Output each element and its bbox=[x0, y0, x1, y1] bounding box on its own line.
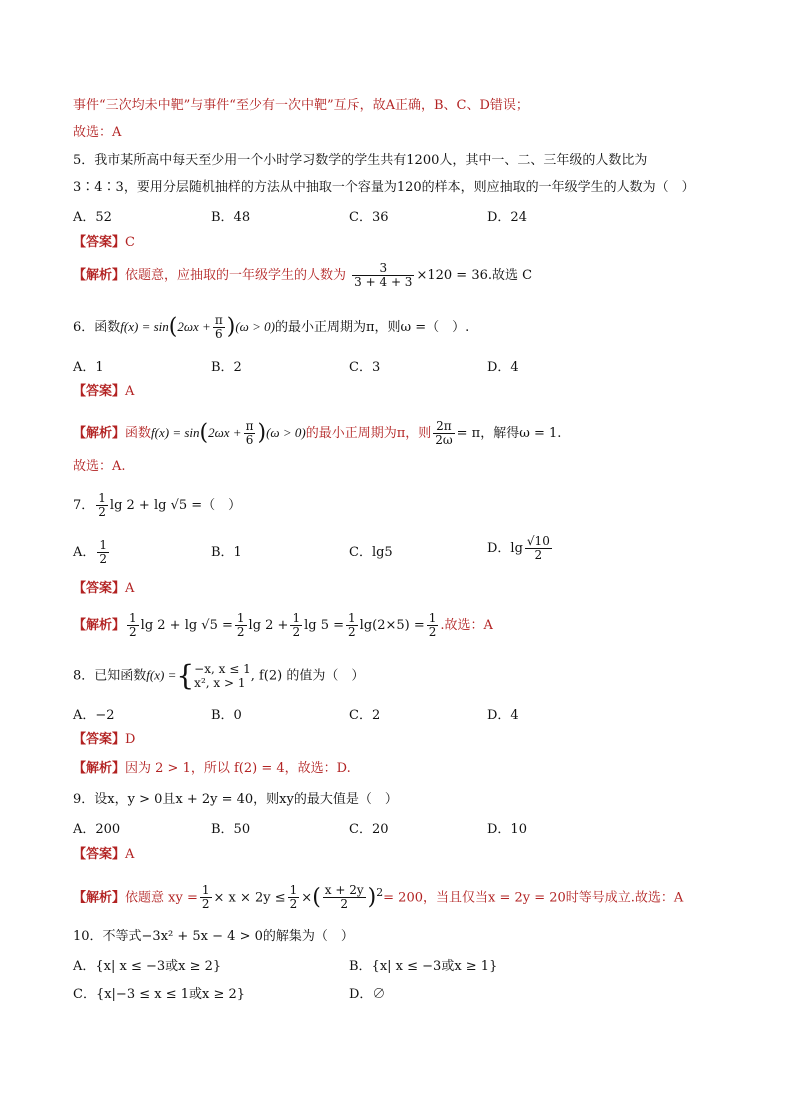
q7-option-d-num: √10 bbox=[526, 534, 550, 548]
q7-option-a-frac bbox=[97, 539, 109, 566]
q5-fraction bbox=[352, 262, 414, 289]
q6-option-d: D．4 bbox=[487, 360, 519, 375]
q7-option-a-den: 2 bbox=[99, 552, 108, 566]
q7-option-b: B．1 bbox=[211, 545, 242, 560]
q7-a-half-3 bbox=[290, 612, 302, 639]
q8-option-a: A．−2 bbox=[73, 708, 115, 723]
q8-cases bbox=[194, 662, 251, 690]
q5-analysis bbox=[73, 262, 532, 289]
paren-open: ( bbox=[199, 420, 209, 446]
analysis-tag: 【解析】 bbox=[73, 618, 126, 633]
q7-a-s5: .故选：A bbox=[440, 618, 493, 633]
q7-a-h5n: 1 bbox=[428, 611, 437, 625]
q9-option-a: A．200 bbox=[73, 822, 121, 837]
paren-open: ( bbox=[168, 314, 178, 340]
q7-a-h4d: 2 bbox=[348, 625, 356, 639]
q7-a-h1n: 1 bbox=[129, 611, 137, 625]
q6-option-a: A．1 bbox=[73, 360, 104, 375]
answer-tag: 【答案】 bbox=[73, 581, 126, 596]
q5-option-b: B．48 bbox=[211, 210, 251, 225]
q6-a-post: = π，解得ω = 1. bbox=[456, 426, 562, 441]
q9-option-d: D．10 bbox=[487, 822, 527, 837]
q7-option-d bbox=[487, 535, 554, 562]
answer-tag: 【答案】 bbox=[73, 235, 126, 250]
q7-option-c: C．lg5 bbox=[349, 545, 393, 560]
q10-stem: 10．不等式−3x² + 5x − 4 > 0的解集为（ ） bbox=[73, 929, 354, 944]
paren-close: ) bbox=[226, 314, 236, 340]
answer-tag: 【答案】 bbox=[73, 384, 126, 399]
q7-a-half-2 bbox=[235, 612, 247, 639]
q9-analysis bbox=[73, 884, 683, 911]
q8-case1: −x, x ≤ 1 bbox=[194, 662, 251, 676]
q7-a-h3d: 2 bbox=[292, 625, 301, 639]
q8-answer bbox=[73, 731, 135, 749]
q7-a-h3n: 1 bbox=[292, 611, 301, 625]
q6-cond: (ω > 0) bbox=[235, 319, 275, 334]
q10-option-a: A．{x| x ≤ −3或x ≥ 2} bbox=[73, 959, 222, 974]
q6-stem bbox=[73, 314, 469, 341]
analysis-tag: 【解析】 bbox=[73, 426, 126, 441]
q9-fn: x + 2y bbox=[324, 883, 364, 898]
q5-frac-den: 3 + 4 + 3 bbox=[354, 275, 413, 289]
analysis-tag: 【解析】 bbox=[73, 761, 126, 776]
q8-suffix: , f(2) 的值为（ ） bbox=[250, 668, 365, 684]
q9-a1: 依题意 xy = bbox=[125, 890, 198, 906]
q5-option-c: C．36 bbox=[349, 210, 389, 225]
q7-option-d-den: 2 bbox=[534, 548, 543, 562]
q8-option-d: D．4 bbox=[487, 708, 519, 723]
answer-value: A bbox=[125, 384, 135, 399]
q5-option-a: A．52 bbox=[73, 210, 112, 225]
q7-a-s1: lg 2 + lg √5 = bbox=[140, 618, 233, 633]
q6-inner: 2ωx + bbox=[177, 319, 211, 334]
q5-stem-line2: 3∶4∶3，要用分层随机抽样的方法从中抽取一个容量为120的样本，则应抽取的一年级学生的人数为（ ） bbox=[73, 180, 695, 195]
q10-option-b: B．{x| x ≤ −3或x ≥ 1} bbox=[349, 959, 498, 974]
brace-icon: { bbox=[176, 659, 195, 692]
q6-pi-over-6 bbox=[213, 314, 225, 341]
q8-option-c: C．2 bbox=[349, 708, 381, 723]
prev-choose-line: 故选：A bbox=[73, 125, 122, 140]
q8-prefix: 8．已知函数 bbox=[73, 668, 147, 684]
q6-a-func: f(x) = sin bbox=[151, 425, 200, 440]
answer-tag: 【答案】 bbox=[73, 732, 126, 747]
q9-h1d: 2 bbox=[201, 897, 210, 912]
q6-a-period-frac bbox=[433, 420, 454, 447]
q6-a-two-pi: 2π bbox=[433, 420, 454, 434]
q8-stem bbox=[73, 659, 365, 692]
answer-value: A bbox=[125, 847, 135, 862]
prev-analysis-line: 事件“三次均未中靶”与事件“至少有一次中靶”互斥，故A正确，B、C、D错误； bbox=[73, 98, 529, 113]
q7-answer bbox=[73, 580, 134, 598]
q7-a-h2n: 1 bbox=[236, 611, 245, 625]
q9-mean-frac bbox=[323, 884, 366, 911]
q7-a-s3: lg 5 = bbox=[304, 618, 345, 633]
q7-analysis bbox=[73, 612, 493, 639]
analysis-tag: 【解析】 bbox=[73, 890, 126, 906]
q6-option-b: B．2 bbox=[211, 360, 242, 375]
q7-option-a-label: A． bbox=[73, 545, 96, 560]
q7-a-h1d: 2 bbox=[129, 625, 137, 639]
answer-value: A bbox=[125, 581, 135, 596]
q7-a-h5d: 2 bbox=[428, 625, 437, 639]
q6-option-c: C．3 bbox=[349, 360, 381, 375]
q7-a-half-1 bbox=[127, 612, 139, 639]
paren-open: ( bbox=[312, 884, 321, 910]
q5-analysis-text: 依题意，应抽取的一年级学生的人数为 bbox=[125, 268, 347, 283]
q8-analysis bbox=[73, 760, 351, 778]
q7-half-num: 1 bbox=[98, 491, 106, 505]
q7-half bbox=[96, 492, 108, 519]
q9-a3: × bbox=[301, 890, 313, 906]
q7-a-s4: lg(2×5) = bbox=[359, 618, 425, 633]
q7-expr: lg 2 + lg √5 =（ ） bbox=[109, 498, 242, 513]
q8-case2: x², x > 1 bbox=[194, 676, 246, 690]
q9-h2d: 2 bbox=[289, 897, 298, 912]
q9-answer bbox=[73, 846, 134, 864]
q5-answer bbox=[73, 234, 135, 252]
analysis-tag: 【解析】 bbox=[73, 268, 126, 283]
q6-pi: π bbox=[214, 313, 223, 327]
q6-answer bbox=[73, 383, 134, 401]
q7-a-h4n: 1 bbox=[348, 611, 356, 625]
answer-value: D bbox=[125, 732, 136, 747]
q6-func: f(x) = sin bbox=[120, 319, 169, 334]
q9-half-1 bbox=[200, 884, 212, 911]
q9-a2: × x × 2y ≤ bbox=[213, 890, 286, 906]
q9-stem: 9．设x，y > 0且x + 2y = 40，则xy的最大值是（ ） bbox=[73, 792, 398, 807]
q9-h1n: 1 bbox=[201, 883, 210, 898]
q6-a-pi-over-6 bbox=[244, 420, 256, 447]
q8-analysis-text: 因为 2 > 1，所以 f(2) = 4，故选：D. bbox=[125, 761, 351, 776]
q8-func: f(x) = bbox=[146, 667, 177, 683]
q6-a-two-w: 2ω bbox=[435, 433, 453, 447]
q6-a-six: 6 bbox=[245, 433, 254, 447]
q9-a4: = 200，当且仅当x = 2y = 20时等号成立.故选：A bbox=[383, 890, 684, 906]
q9-h2n: 1 bbox=[289, 883, 298, 898]
q7-option-d-frac bbox=[525, 535, 552, 562]
q6-prefix: 6．函数 bbox=[73, 320, 121, 335]
q7-stem bbox=[73, 492, 241, 519]
q9-option-b: B．50 bbox=[211, 822, 251, 837]
paren-close: ) bbox=[257, 420, 267, 446]
q6-analysis bbox=[73, 420, 561, 447]
answer-tag: 【答案】 bbox=[73, 847, 126, 862]
q7-option-a-num: 1 bbox=[99, 538, 108, 552]
q7-a-s2: lg 2 + bbox=[248, 618, 289, 633]
q9-option-c: C．20 bbox=[349, 822, 389, 837]
q6-a-pi: π bbox=[245, 419, 254, 433]
q8-option-b: B．0 bbox=[211, 708, 242, 723]
paren-close: ) bbox=[367, 884, 377, 910]
q7-a-half-4 bbox=[346, 612, 358, 639]
q6-a-pre: 函数 bbox=[125, 426, 152, 441]
q7-num: 7． bbox=[73, 498, 95, 513]
q7-option-d-label: D．lg bbox=[487, 541, 523, 556]
q7-option-a bbox=[73, 539, 111, 566]
q7-a-half-5 bbox=[427, 612, 439, 639]
q6-a-inner: 2ωx + bbox=[208, 425, 242, 440]
q5-frac-num: 3 bbox=[352, 262, 414, 276]
q7-a-h2d: 2 bbox=[236, 625, 245, 639]
q7-half-den: 2 bbox=[98, 505, 106, 519]
q6-choose: 故选：A. bbox=[73, 459, 126, 474]
q6-a-cond: (ω > 0) bbox=[266, 425, 306, 440]
q5-option-d: D．24 bbox=[487, 210, 527, 225]
q9-half-2 bbox=[288, 884, 300, 911]
q6-a-mid: 的最小正周期为π，则 bbox=[305, 426, 432, 441]
q10-option-d: D．∅ bbox=[349, 987, 386, 1002]
q6-six: 6 bbox=[214, 327, 223, 341]
q5-analysis-result: ×120 = 36.故选 C bbox=[416, 268, 533, 283]
q9-square: 2 bbox=[376, 886, 384, 899]
answer-value: C bbox=[125, 235, 135, 250]
q5-stem-line1: 5．我市某所高中每天至少用一个小时学习数学的学生共有1200人，其中一、二、三年级的人数比为 bbox=[73, 153, 648, 168]
q9-fd: 2 bbox=[340, 897, 349, 912]
q6-suffix: 的最小正周期为π，则ω =（ ）. bbox=[274, 320, 470, 335]
q10-option-c: C．{x|−3 ≤ x ≤ 1或x ≥ 2} bbox=[73, 987, 246, 1002]
